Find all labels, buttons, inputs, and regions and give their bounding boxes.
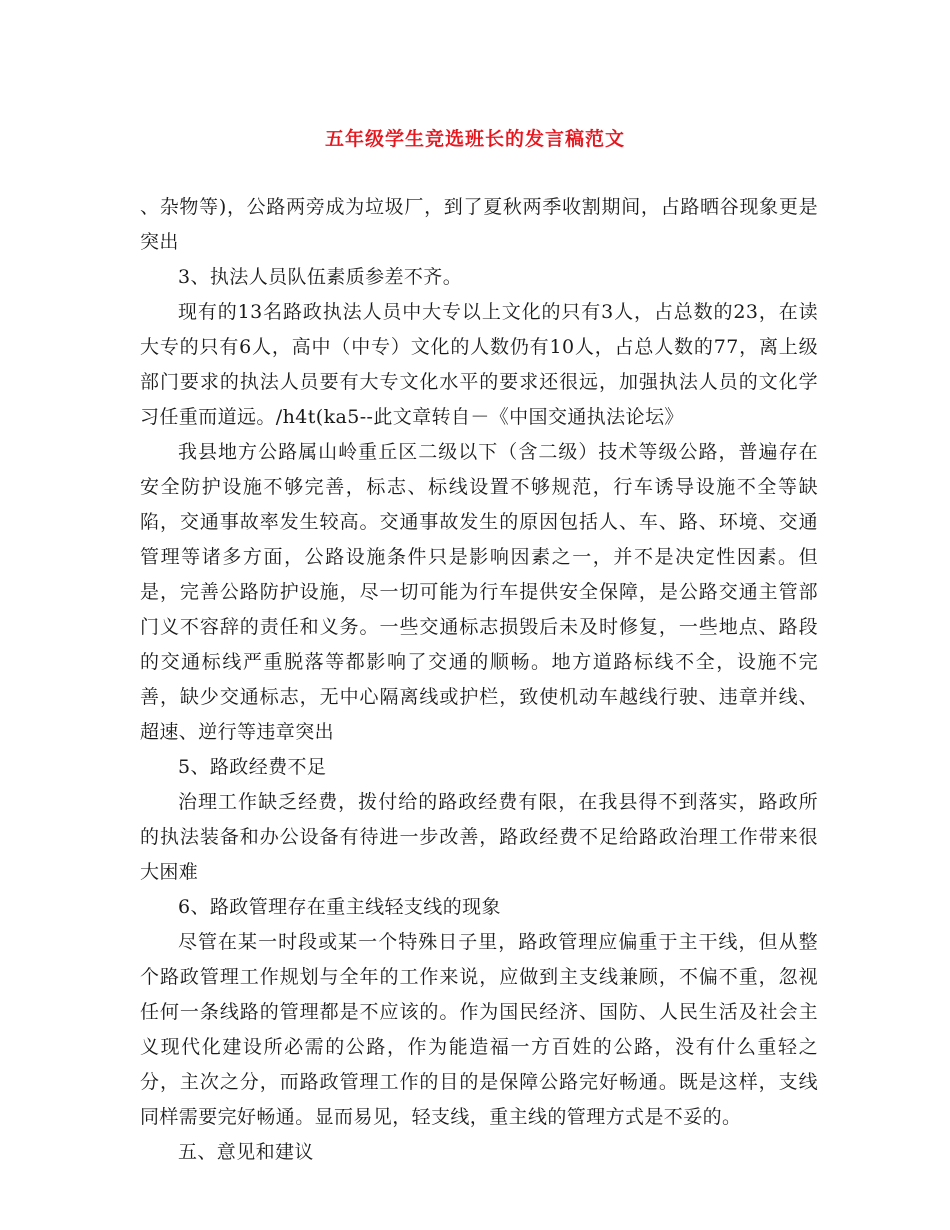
paragraph-3: 现有的13名路政执法人员中大专以上文化的只有3人，占总数的23，在读大专的只有6人，高中（中专）文化的人数仍有10人，占总人数的77，离上级部门要求的执法人员要有大专文化水平的要求还很远，加强执法人员的文化学习任重而道远。/h4t(ka5--此文章转自－《中国交通执法论坛》	[140, 301, 818, 428]
document-body	[140, 190, 818, 1170]
paragraph-7: 6、路政管理存在重主线轻支线的现象	[178, 896, 501, 918]
paragraph-1: 、杂物等)，公路两旁成为垃圾厂，到了夏秋两季收割期间，占路晒谷现象更是突出	[140, 196, 818, 253]
paragraph-5: 5、路政经费不足	[178, 756, 327, 778]
paragraph-2: 3、执法人员队伍素质参差不齐。	[178, 266, 463, 288]
paragraph-8: 尽管在某一时段或某一个特殊日子里，路政管理应偏重于主干线，但从整个路政管理工作规划与全年的工作来说，应做到主支线兼顾，不偏不重，忽视任何一条线路的管理都是不应该的。作为国民经济、国防、人民生活及社会主义现代化建设所必需的公路，作为能造福一方百姓的公路，没有什么重轻之分，主次之分，而路政管理工作的目的是保障公路完好畅通。既是这样，支线同样需要完好畅通。显而易见，轻支线，重主线的管理方式是不妥的。	[140, 931, 818, 1128]
paragraph-9: 五、意见和建议	[178, 1141, 314, 1163]
document-title: 五年级学生竞选班长的发言稿范文	[324, 128, 625, 150]
paragraph-4: 我县地方公路属山岭重丘区二级以下（含二级）技术等级公路，普遍存在安全防护设施不够完善，标志、标线设置不够规范，行车诱导设施不全等缺陷，交通事故率发生较高。交通事故发生的原因包括人、车、路、环境、交通管理等诸多方面，公路设施条件只是影响因素之一，并不是决定性因素。但是，完善公路防护设施，尽一切可能为行车提供安全保障，是公路交通主管部门义不容辞的责任和义务。一些交通标志损毁后未及时修复，一些地点、路段的交通标线严重脱落等都影响了交通的顺畅。地方道路标线不全，设施不完善，缺少交通标志，无中心隔离线或护栏，致使机动车越线行驶、违章并线、超速、逆行等违章突出	[140, 441, 818, 743]
paragraph-6: 治理工作缺乏经费，拨付给的路政经费有限，在我县得不到落实，路政所的执法装备和办公设备有待进一步改善，路政经费不足给路政治理工作带来很大困难	[140, 791, 818, 883]
